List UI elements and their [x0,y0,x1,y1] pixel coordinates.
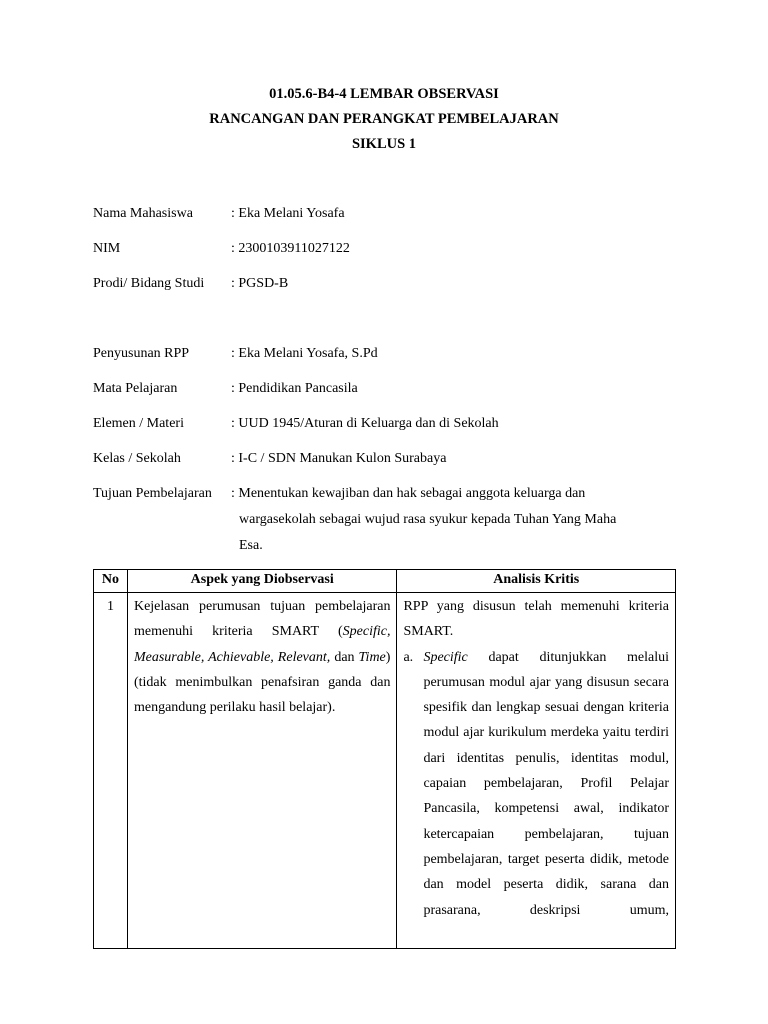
table-row [94,593,676,949]
aspek-term-specific: Specific, [342,624,391,640]
point-letter: a. [403,649,414,665]
field-value: : Pendidikan Pancasila [231,381,358,396]
document-subtitle: RANCANGAN DAN PERANGKAT PEMBELAJARAN [209,111,559,127]
header-aspek: Aspek yang Diobservasi [127,570,396,593]
field-label: NIM [93,241,121,256]
aspek-conjunction: dan [330,649,359,665]
field-value: : 2300103911027122 [231,241,350,256]
analisis-cell [397,593,676,949]
aspek-cell [127,593,396,949]
document-title: 01.05.6-B4-4 LEMBAR OBSERVASI [269,86,499,102]
point-term: Specific [423,649,468,665]
aspek-text-end: ) (tidak menimbulkan penafsiran ganda dan mengandung perilaku hasil belajar). [133,649,391,716]
field-value: : Eka Melani Yosafa, S.Pd [231,346,378,361]
field-label: Penyusunan RPP [93,346,190,361]
header-no: No [94,570,128,593]
point-body [423,645,669,923]
analisis-point-a [403,645,669,923]
field-label: Elemen / Materi [93,416,184,431]
field-label: Nama Mahasiswa [93,206,193,221]
field-label: Prodi/ Bidang Studi [93,276,205,291]
field-value: : PGSD-B [231,276,289,291]
table-header-row [94,570,676,593]
point-text: dapat ditunjukkan melalui perumusan modul ajar yang disusun secara spesifik dan lengkap sesuai dengan kriteria modul ajar kurikulum merdeka yaitu terdiri dari identitas penulis, identitas modul, capaian pembelajaran, Profil Pelajar Pancasila, kompetensi awal, indikator ketercapaian pembelajaran, tujuan pembelajaran, target peserta didik, metode dan model peserta didik, sarana dan prasarana, deskripsi umum, [423,649,669,918]
field-value: : UUD 1945/Aturan di Keluarga dan di Sekolah [231,416,499,431]
cycle-label: SIKLUS 1 [351,136,417,152]
field-value: : Menentukan kewajiban dan hak sebagai anggota keluarga dan wargasekolah sebagai wujud rasa syukur kepada Tuhan Yang Maha Esa. [231,486,617,553]
aspek-term-time: Time [358,649,386,665]
field-label: Mata Pelajaran [93,381,178,396]
analisis-intro: RPP yang disusun telah memenuhi kriteria SMART. [403,599,669,640]
field-label: Kelas / Sekolah [93,451,181,466]
field-value: : Eka Melani Yosafa [231,206,345,221]
field-value: : I-C / SDN Manukan Kulon Surabaya [231,451,447,466]
header-analisis: Analisis Kritis [397,570,676,593]
aspek-text: Kejelasan perumusan tujuan pembelajaran memenuhi kriteria SMART ( [133,599,391,640]
row-number: 1 [94,593,128,949]
observation-table [93,569,676,949]
field-label: Tujuan Pembelajaran [93,486,212,501]
aspek-terms: Measurable, Achievable, Relevant, [133,649,331,665]
